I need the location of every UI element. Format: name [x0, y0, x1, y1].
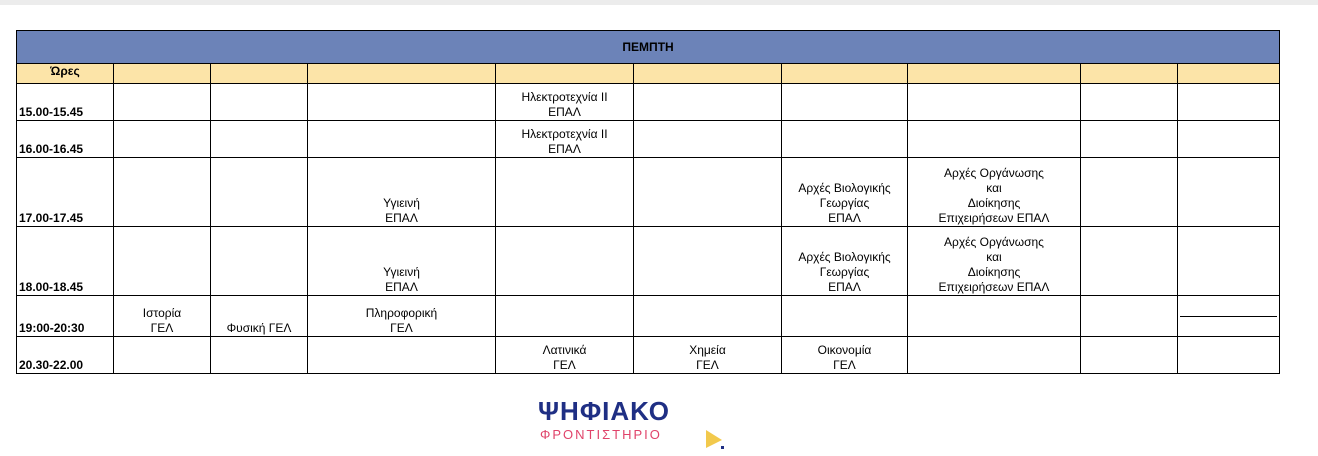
schedule-cell [908, 121, 1081, 158]
schedule-cell [634, 227, 782, 296]
schedule-cell [1081, 296, 1178, 337]
logo-sub-text: ΦΡΟΝΤΙΣΤΗΡΙΟ [540, 427, 662, 442]
cell-text-line: ΓΕΛ [553, 358, 576, 372]
cell-text-line: Επιχειρήσεων ΕΠΑΛ [938, 211, 1050, 225]
schedule-cell [496, 296, 634, 337]
cell-text-line: Υγιεινή [383, 196, 420, 210]
cell-text-line: Αρχές Οργάνωσης [944, 235, 1044, 249]
cell-text-line: Λατινικά [542, 343, 587, 357]
schedule-cell [211, 337, 308, 374]
schedule-cell [308, 227, 496, 296]
schedule-cell [782, 227, 908, 296]
cell-text-line: Διοίκησης [967, 196, 1021, 210]
table-row [17, 296, 1280, 337]
hours-header: Ώρες [17, 64, 114, 84]
schedule-cell [211, 227, 308, 296]
schedule-cell [1178, 158, 1280, 227]
cell-text-line: Γεωργίας [819, 265, 870, 279]
cell-text-line: ΕΠΑΛ [828, 280, 861, 294]
time-cell: 20.30-22.00 [17, 337, 114, 374]
cell-text-line: ΕΠΑΛ [385, 280, 418, 294]
table-row [17, 158, 1280, 227]
schedule-cell [908, 158, 1081, 227]
schedule-cell [634, 158, 782, 227]
schedule-cell [782, 121, 908, 158]
header-cell [782, 64, 908, 84]
header-cell [211, 64, 308, 84]
schedule-cell [308, 121, 496, 158]
schedule-cell [782, 84, 908, 121]
cell-text-line: Γεωργίας [819, 196, 870, 210]
schedule-cell [1081, 84, 1178, 121]
cell-text-line: ΓΕΛ [150, 321, 174, 335]
play-arrow-icon [704, 428, 726, 450]
schedule-body [17, 31, 1280, 374]
cell-text-line: Αρχές Οργάνωσης [944, 166, 1044, 180]
schedule-cell [114, 158, 211, 227]
header-cell [308, 64, 496, 84]
schedule-cell [1178, 296, 1280, 337]
cell-text-line: ΕΠΑΛ [548, 142, 581, 156]
schedule-cell [211, 121, 308, 158]
schedule-cell [211, 84, 308, 121]
schedule-cell [496, 337, 634, 374]
table-row [17, 227, 1280, 296]
schedule-cell [634, 337, 782, 374]
cell-text-line: Διοίκησης [967, 265, 1021, 279]
schedule-table [16, 30, 1280, 374]
schedule-cell [496, 121, 634, 158]
schedule-cell [114, 227, 211, 296]
schedule-cell [308, 337, 496, 374]
table-row [17, 121, 1280, 158]
cell-text-line: ΕΠΑΛ [548, 105, 581, 119]
schedule-cell [1178, 121, 1280, 158]
schedule-cell [1178, 227, 1280, 296]
cell-text-line: Ηλεκτροτεχνία ΙΙ [521, 90, 608, 104]
schedule-cell [634, 84, 782, 121]
top-edge-line [0, 0, 1318, 5]
logo-main-text: ΨΗΦΙΑΚΟ [538, 396, 670, 426]
schedule-cell [114, 121, 211, 158]
schedule-cell [496, 158, 634, 227]
schedule-cell [1081, 337, 1178, 374]
schedule-cell [634, 121, 782, 158]
time-cell: 16.00-16.45 [17, 121, 114, 158]
time-cell: 19:00-20:30 [17, 296, 114, 337]
cell-text-line: και [986, 250, 1002, 264]
schedule-cell [1081, 158, 1178, 227]
schedule-cell [308, 296, 496, 337]
cell-text-line: Ιστορία [142, 306, 182, 320]
table-row [17, 337, 1280, 374]
cell-text-line: Αρχές Βιολογικής [798, 250, 891, 264]
table-row [17, 84, 1280, 121]
schedule-cell [496, 227, 634, 296]
cell-text-line: ΓΕΛ [390, 321, 413, 335]
split-cell-bottom [1180, 317, 1277, 336]
schedule-cell [114, 84, 211, 121]
schedule-cell [782, 337, 908, 374]
schedule-cell [1178, 84, 1280, 121]
time-cell: 17.00-17.45 [17, 158, 114, 227]
header-cell [1178, 64, 1280, 84]
logo [538, 396, 738, 452]
header-cell [1081, 64, 1178, 84]
split-cell-top [1180, 297, 1277, 317]
schedule-cell [908, 337, 1081, 374]
schedule-cell [114, 337, 211, 374]
cell-text-line: Υγιεινή [383, 265, 420, 279]
cell-text-line: ΕΠΑΛ [385, 211, 418, 225]
header-cell [496, 64, 634, 84]
header-cell [634, 64, 782, 84]
schedule-cell [211, 296, 308, 337]
schedule-cell [308, 84, 496, 121]
header-cell [114, 64, 211, 84]
cell-text-line: Αρχές Βιολογικής [798, 181, 891, 195]
cell-text-line: ΓΕΛ [833, 358, 856, 372]
day-title: ΠΕΜΠΤΗ [17, 31, 1280, 64]
schedule-cell [1178, 337, 1280, 374]
header-cell [908, 64, 1081, 84]
time-cell: 15.00-15.45 [17, 84, 114, 121]
schedule-cell [782, 158, 908, 227]
cell-text-line: Φυσική ΓΕΛ [226, 321, 292, 335]
schedule-cell [634, 296, 782, 337]
schedule-cell [908, 84, 1081, 121]
header-row [17, 64, 1280, 84]
schedule-cell [308, 158, 496, 227]
cell-text-line: Επιχειρήσεων ΕΠΑΛ [938, 280, 1050, 294]
schedule-cell [1081, 227, 1178, 296]
cell-text-line: Πληροφορική [365, 306, 438, 320]
schedule-cell [114, 296, 211, 337]
cell-text-line: Ηλεκτροτεχνία ΙΙ [521, 127, 608, 141]
cell-text-line: Χημεία [689, 343, 726, 357]
cell-text-line: ΕΠΑΛ [828, 211, 861, 225]
schedule-cell [1081, 121, 1178, 158]
schedule-cell [211, 158, 308, 227]
schedule-cell [908, 296, 1081, 337]
cell-text-line: ΓΕΛ [696, 358, 719, 372]
cell-text-line: Οικονομία [817, 343, 872, 357]
time-cell: 18.00-18.45 [17, 227, 114, 296]
schedule-cell [908, 227, 1081, 296]
cell-text-line: και [986, 181, 1002, 195]
schedule-cell [496, 84, 634, 121]
schedule-cell [782, 296, 908, 337]
